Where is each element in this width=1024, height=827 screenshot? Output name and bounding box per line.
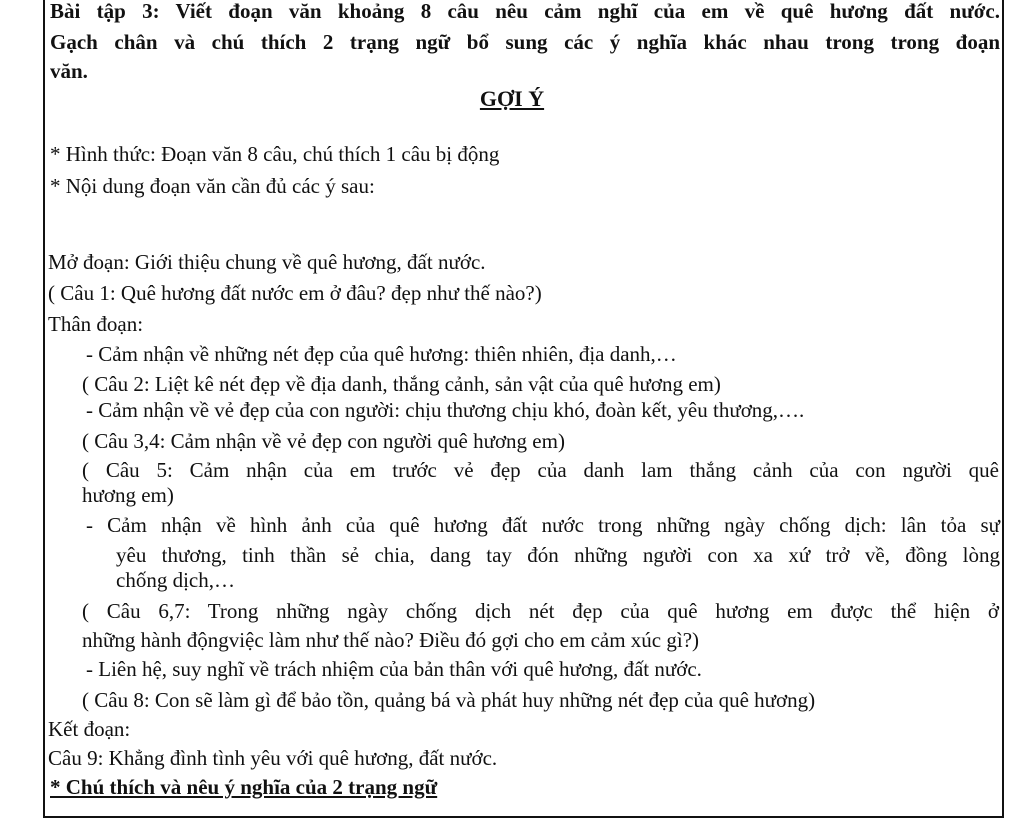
body-point-3-line1: - Cảm nhận về hình ảnh của quê hương đất nước trong những ngày chống dịch: lân tỏa sự <box>86 513 1000 537</box>
exercise-heading-line2: Gạch chân và chú thích 2 trạng ngữ bổ sung các ý nghĩa khác nhau trong trong đoạn <box>50 30 1000 54</box>
body-point-3-line2: yêu thương, tinh thần sẻ chia, dang tay đón những người con xa xứ trở về, đồng lòng <box>116 543 1000 567</box>
body-point-4: - Liên hệ, suy nghĩ về trách nhiệm của bản thân với quê hương, đất nước. <box>86 657 702 681</box>
hint-content-intro: * Nội dung đoạn văn cần đủ các ý sau: <box>50 174 375 198</box>
question-3-4: ( Câu 3,4: Cảm nhận về vẻ đẹp con người quê hương em) <box>82 429 565 453</box>
question-6-7-line1: ( Câu 6,7: Trong những ngày chống dịch nét đẹp của quê hương em được thể hiện ở <box>82 599 999 623</box>
question-5-line1: ( Câu 5: Cảm nhận của em trước vẻ đẹp của danh lam thắng cảnh của con người quê <box>82 458 999 482</box>
question-2: ( Câu 2: Liệt kê nét đẹp về địa danh, thắng cảnh, sản vật của quê hương em) <box>82 372 721 396</box>
exercise-heading-line1: Bài tập 3: Viết đoạn văn khoảng 8 câu nêu cảm nghĩ của em về quê hương đất nước. <box>50 0 1000 23</box>
opening-label: Mở đoạn: Giới thiệu chung về quê hương, đất nước. <box>48 250 486 274</box>
exercise-heading-line3: văn. <box>50 59 88 83</box>
question-9: Câu 9: Khẳng đình tình yêu với quê hương, đất nước. <box>48 746 498 770</box>
question-6-7-line2: những hành độngviệc làm như thế nào? Điều đó gợi cho em cảm xúc gì?) <box>82 628 700 652</box>
hint-form: * Hình thức: Đoạn văn 8 câu, chú thích 1 câu bị động <box>50 142 500 166</box>
closing-label: Kết đoạn: <box>48 717 131 741</box>
body-point-3-line3: chống dịch,… <box>116 568 235 592</box>
body-point-1: - Cảm nhận về những nét đẹp của quê hương: thiên nhiên, địa danh,… <box>86 342 677 366</box>
question-5-line2: hương em) <box>82 483 174 507</box>
question-8: ( Câu 8: Con sẽ làm gì để bảo tồn, quảng bá và phát huy những nét đẹp của quê hương) <box>82 688 816 712</box>
adverbial-note: * Chú thích và nêu ý nghĩa của 2 trạng ngữ <box>50 775 438 799</box>
hint-title: GỢI Ý <box>479 86 545 111</box>
body-point-2: - Cảm nhận về vẻ đẹp của con người: chịu thương chịu khó, đoàn kết, yêu thương,…. <box>86 398 805 422</box>
question-1: ( Câu 1: Quê hương đất nước em ở đâu? đẹp như thế nào?) <box>48 281 542 305</box>
body-label: Thân đoạn: <box>48 312 144 336</box>
